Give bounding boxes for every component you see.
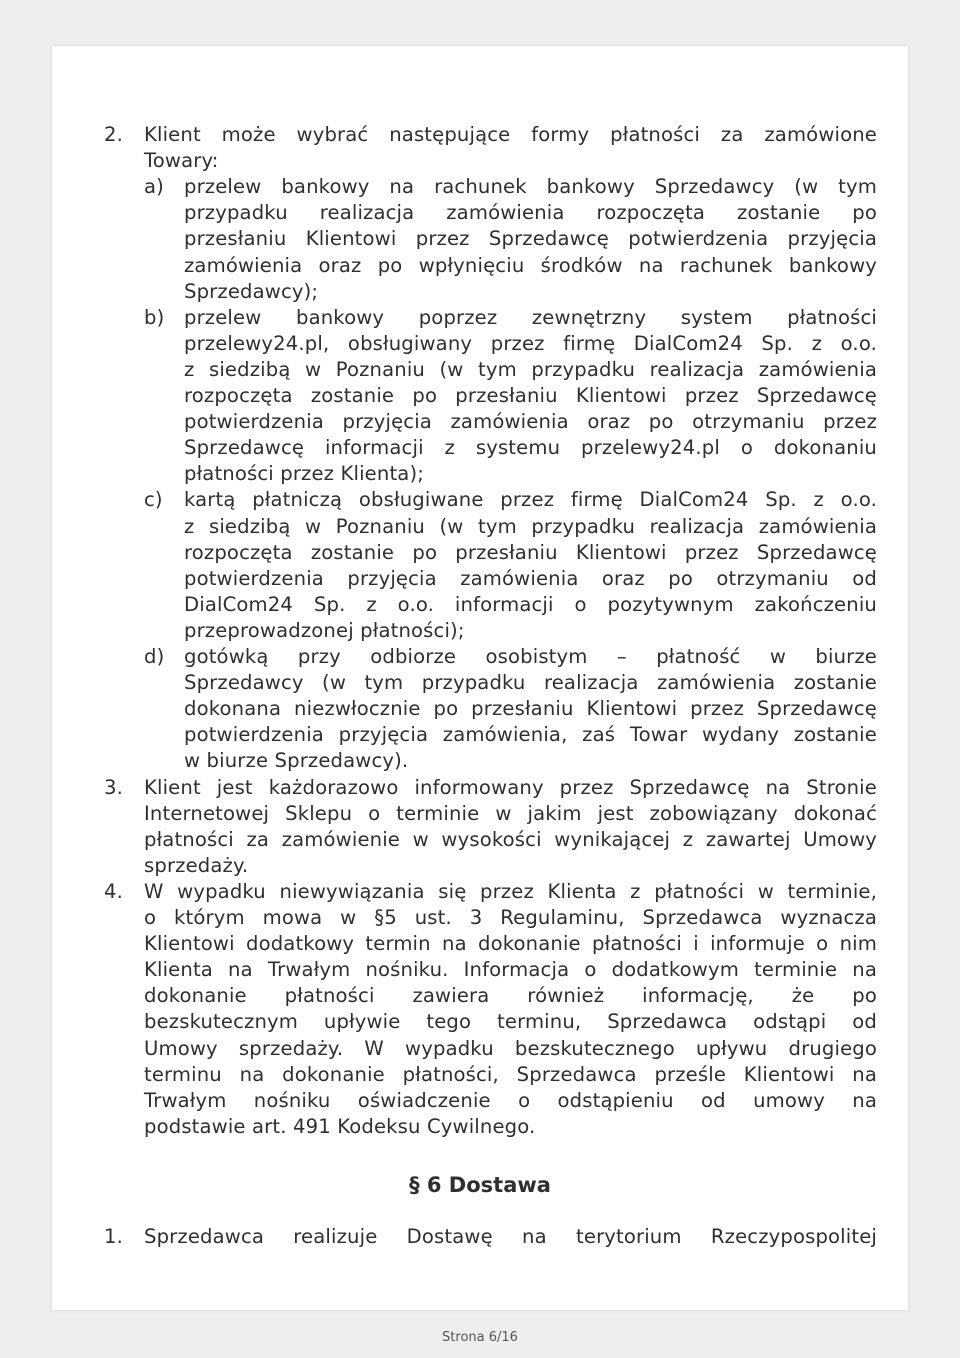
paragraph-line [0,200,960,226]
paragraph-line [0,122,960,148]
paragraph-line [0,905,960,931]
line-text: płatności przez Klienta); [184,462,424,486]
paragraph-line [0,827,960,853]
line-text: z siedzibą w Poznaniu (w tym przypadku realizacja zamówienia [184,357,877,381]
line-text: potwierdzenia przyjęcia zamówienia oraz po otrzymaniu od [184,566,877,590]
line-text: przesłaniu Klientowi przez Sprzedawcę potwierdzenia przyjęcia [184,227,877,251]
line-text: dokonanie płatności zawiera również informację, że po [144,984,877,1008]
list-number: 4. [104,879,123,903]
paragraph-line [0,226,960,252]
paragraph-line [0,435,960,461]
list-number: 1. [104,1225,123,1248]
paragraph-line [0,1088,960,1114]
line-text: Klienta na Trwałym nośniku. Informacja o dodatkowym terminie na [144,958,877,982]
paragraph-line [0,592,960,618]
paragraph-line [0,331,960,357]
paragraph-line [0,514,960,540]
line-text: przeprowadzonej płatności); [184,618,465,642]
line-text: Sprzedawcę informacji z systemu przelewy24.pl o dokonaniu [184,436,877,460]
line-text: bezskutecznym upływie tego terminu, Sprzedawca odstąpi od [144,1010,877,1034]
line-text: przelew bankowy na rachunek bankowy Sprzedawcy (w tym [184,175,877,199]
paragraph-line [0,983,960,1009]
line-text: Umowy sprzedaży. W wypadku bezskutecznego upływu drugiego [144,1036,877,1060]
line-text: Towary: [144,149,219,173]
paragraph-line [0,879,960,905]
paragraph-line [0,722,960,748]
paragraph-line [0,1114,960,1140]
line-text: z siedzibą w Poznaniu (w tym przypadku realizacja zamówienia [184,514,877,538]
line-text: przelewy24.pl, obsługiwany przez firmę DialCom24 Sp. z o.o. [184,331,877,355]
page-number: Strona 6/16 [442,1330,518,1345]
paragraph-line [0,357,960,383]
line-text: podstawie art. 491 Kodeksu Cywilnego. [144,1114,536,1138]
paragraph-line [0,487,960,513]
line-text: przelew bankowy poprzez zewnętrzny system płatności [184,305,877,329]
line-text: Sprzedawcy); [184,279,319,303]
paragraph-line [0,801,960,827]
paragraph-line [0,931,960,957]
paragraph-line [0,174,960,200]
paragraph-line [0,853,960,879]
line-text: rozpoczęta zostanie po przesłaniu Klientowi przez Sprzedawcę [184,384,877,407]
line-text: zamówienia oraz po wpłynięciu środków na rachunek bankowy [184,253,877,277]
line-text: Klientowi dodatkowy termin na dokonanie płatności i informuje o nim [144,932,877,956]
line-text: przypadku realizacja zamówienia rozpoczęta zostanie po [184,201,877,225]
line-text: Klient może wybrać następujące formy płatności za zamówione [144,123,877,146]
line-text: W wypadku niewywiązania się przez Klienta z płatności w terminie, [144,879,877,903]
paragraph-line [0,305,960,331]
paragraph-line [0,644,960,670]
paragraph-line [0,748,960,774]
paragraph-line [0,148,960,174]
line-text: kartą płatniczą obsługiwane przez firmę DialCom24 Sp. z o.o. [184,488,877,512]
line-text: Sprzedawca realizuje Dostawę na terytorium Rzeczypospolitej [144,1225,877,1248]
paragraph-line [0,957,960,983]
paragraph-line [0,383,960,409]
line-text: sprzedaży. [144,853,249,877]
list-number: 2. [104,123,123,146]
sub-item-letter: d) [144,645,165,668]
line-text: terminu na dokonanie płatności, Sprzedawca prześle Klientowi na [144,1062,877,1086]
paragraph-line [0,461,960,487]
paragraph-line [0,696,960,722]
line-text: dokonana niezwłocznie po przesłaniu Klientowi przez Sprzedawcę [184,697,877,721]
paragraph-line [0,618,960,644]
sub-item-letter: a) [144,175,164,199]
list-number: 3. [104,775,123,799]
sub-item-letter: c) [144,488,163,512]
paragraph-line [0,1224,960,1250]
paragraph-line [0,1009,960,1035]
paragraph-line [0,409,960,435]
line-text: DialCom24 Sp. z o.o. informacji o pozytywnym zakończeniu [184,592,877,616]
paragraph-line [0,540,960,566]
sub-item-letter: b) [144,305,165,329]
paragraph-line [0,566,960,592]
line-text: w biurze Sprzedawcy). [184,749,409,773]
paragraph-line [0,1036,960,1062]
line-text: gotówką przy odbiorze osobistym – płatność w biurze [184,645,877,668]
paragraph-line [0,670,960,696]
line-text: o którym mowa w §5 ust. 3 Regulaminu, Sprzedawca wyznacza [144,906,877,929]
line-text: Trwałym nośniku oświadczenie o odstąpieniu od umowy na [144,1088,877,1112]
paragraph-line [0,279,960,305]
line-text: Klient jest każdorazowo informowany przez Sprzedawcę na Stronie [144,775,877,799]
line-text: Sprzedawcy (w tym przypadku realizacja zamówienia zostanie [184,671,877,695]
paragraph-line [0,1062,960,1088]
line-text: potwierdzenia przyjęcia zamówienia oraz po otrzymaniu przez [184,410,877,434]
line-text: potwierdzenia przyjęcia zamówienia, zaś Towar wydany zostanie [184,723,877,747]
line-text: płatności za zamówienie w wysokości wynikającej z zawartej Umowy [144,827,877,851]
line-text: rozpoczęta zostanie po przesłaniu Klientowi przez Sprzedawcę [184,540,877,564]
paragraph-line [0,775,960,801]
paragraph-line [0,253,960,279]
section-heading: § 6 Dostawa [409,1173,551,1197]
line-text: Internetowej Sklepu o terminie w jakim jest zobowiązany dokonać [144,801,877,825]
